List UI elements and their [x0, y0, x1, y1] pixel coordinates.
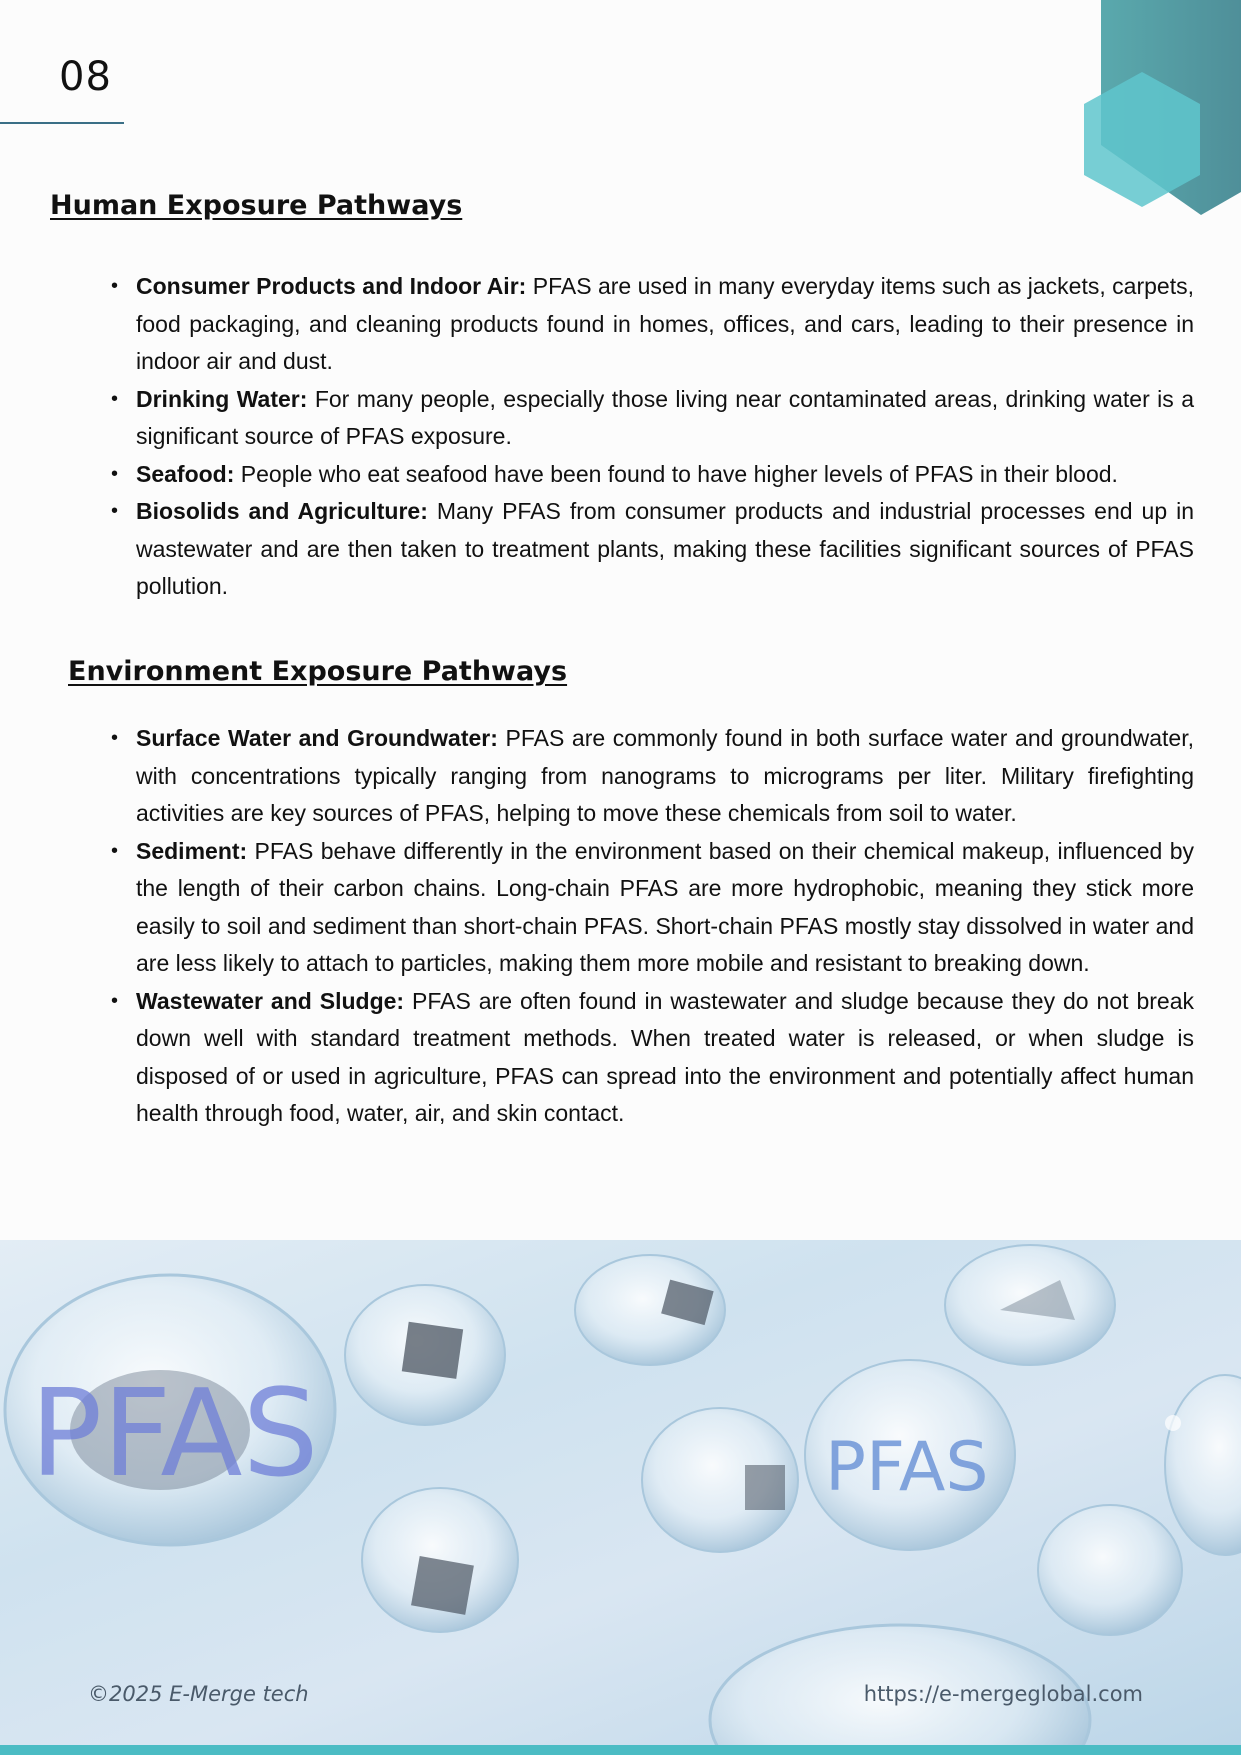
- item-term: Sediment:: [136, 837, 248, 864]
- item-term: Surface Water and Groundwater:: [136, 725, 498, 751]
- environment-exposure-title: Environment Exposure Pathways: [68, 656, 568, 687]
- item-text: PFAS behave differently in the environment based on their chemical makeup, influenced by the length of their carbon chains. Long-chain PFAS are more hydrophobic, meaning they stick more easily to soil and sediment than short-chain PFAS. Short-chain PFAS mostly stay dissolved in water and are less likely to attach to particles, making them more mobile and resistant to breaking down.: [136, 837, 1194, 976]
- droplet: [1165, 1415, 1181, 1431]
- hexagon-decoration: [1041, 0, 1241, 215]
- droplet: [5, 1275, 335, 1545]
- item-text: PFAS are commonly found in both surface water and groundwater, with concentrations typically ranging from nanograms to micrograms per liter. Military firefighting activities are key sources of PFAS, helping to move these chemicals from soil to water.: [136, 725, 1195, 826]
- droplet: [575, 1255, 725, 1365]
- droplet: [805, 1360, 1015, 1550]
- water-droplets-image: [0, 1240, 1241, 1745]
- list-item: [136, 720, 1194, 833]
- item-term: Consumer Products and Indoor Air:: [136, 273, 527, 299]
- item-term: Biosolids and Agriculture:: [136, 498, 428, 524]
- copyright-text: ©2025 E-Merge tech: [88, 1682, 309, 1706]
- item-term: Seafood:: [136, 460, 235, 487]
- bottom-accent-bar: [0, 1745, 1241, 1755]
- human-exposure-list: [136, 268, 1194, 606]
- list-item: [136, 983, 1194, 1133]
- droplet: [1165, 1375, 1241, 1555]
- droplet: [362, 1488, 518, 1632]
- droplet: [345, 1285, 505, 1425]
- item-text: PFAS are used in many everyday items such as jackets, carpets, food packaging, and cleaning products found in homes, offices, and cars, leading to their presence in indoor air and dust.: [136, 273, 1194, 374]
- item-term: Drinking Water:: [136, 385, 308, 412]
- list-item: [136, 381, 1194, 456]
- item-term: Wastewater and Sludge:: [136, 987, 405, 1014]
- droplet: [642, 1408, 798, 1552]
- item-text: For many people, especially those living near contaminated areas, drinking water is a significant source of PFAS exposure.: [136, 385, 1194, 449]
- item-text: PFAS are often found in wastewater and sludge because they do not break down well with standard treatment methods. When treated water is released, or when sludge is disposed of or used in agriculture, PFAS can spread into the environment and potentially affect human health through food, water, air, and skin contact.: [136, 987, 1194, 1126]
- page-number-rule: [0, 122, 124, 124]
- item-text: People who eat seafood have been found to have higher levels of PFAS in their blood.: [234, 460, 1118, 487]
- list-item: [136, 268, 1194, 381]
- droplet-label: PFAS: [30, 1365, 319, 1504]
- website-url: https://e-mergeglobal.com: [863, 1682, 1143, 1706]
- list-item: [136, 456, 1194, 494]
- item-text: Many PFAS from consumer products and industrial processes end up in wastewater and are then taken to treatment plants, making these facilities significant sources of PFAS pollution.: [136, 498, 1195, 599]
- droplet: [1038, 1505, 1182, 1635]
- human-exposure-title: Human Exposure Pathways: [50, 190, 463, 221]
- droplet-label: PFAS: [825, 1428, 989, 1507]
- droplet: [945, 1245, 1115, 1365]
- environment-exposure-list: [136, 720, 1194, 1133]
- list-item: [136, 833, 1194, 983]
- page-number: 08: [59, 54, 112, 100]
- list-item: [136, 493, 1194, 606]
